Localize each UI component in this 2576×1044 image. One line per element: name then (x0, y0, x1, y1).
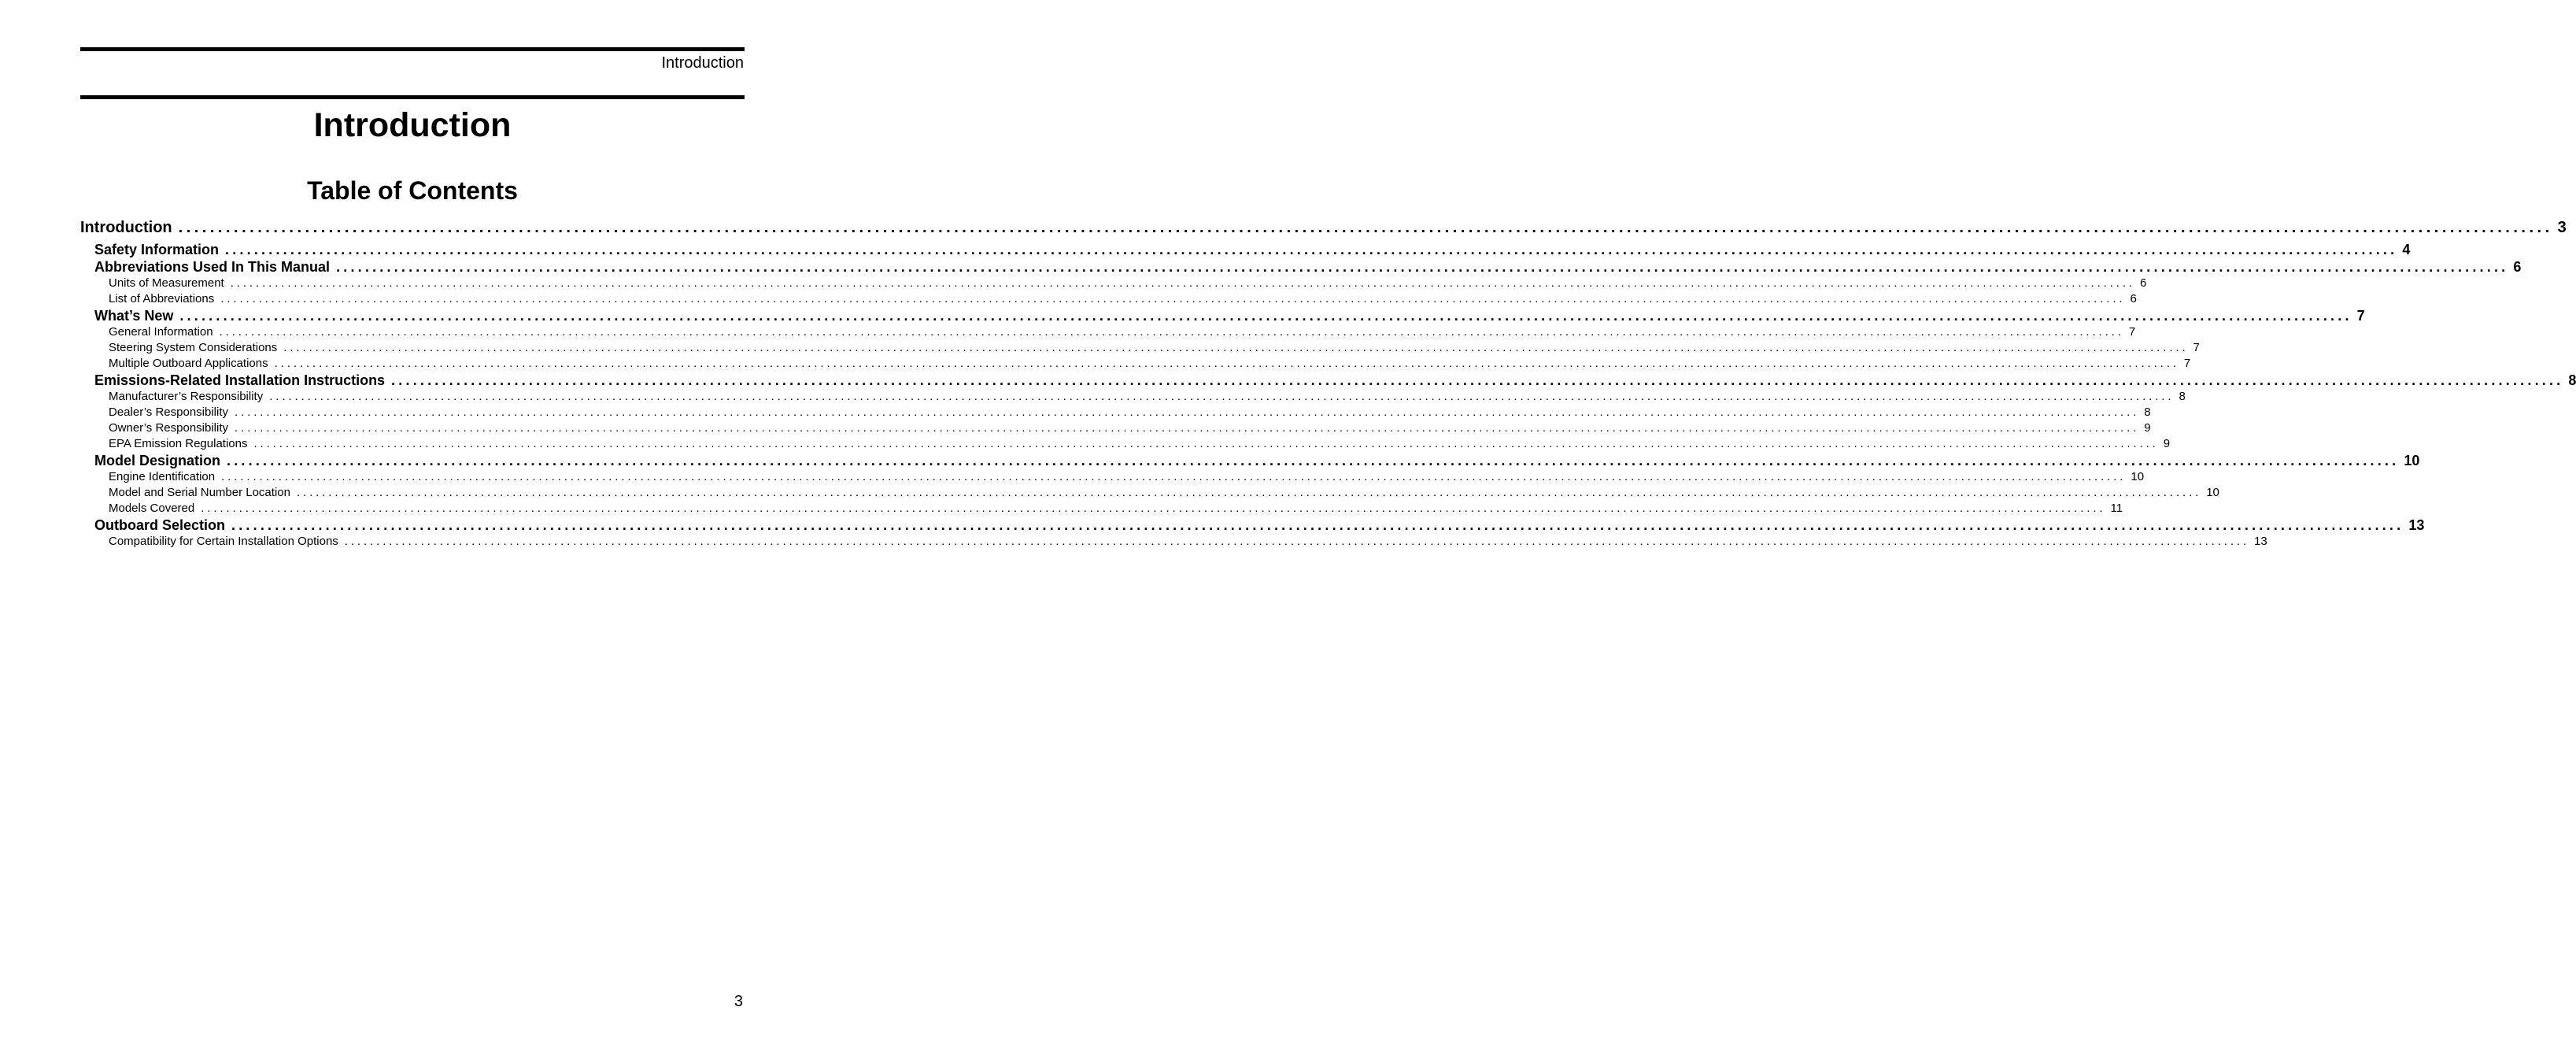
toc-dot-leader: ............................................................................................................................................................................................................................................................................................................ (201, 502, 2106, 515)
toc-dot-leader: ............................................................................................................................................................................................................................................................................................................ (336, 259, 2509, 275)
toc-entry-label: Compatibility for Certain Installation Options (109, 535, 338, 548)
toc-entry-page: 6 (2139, 276, 2147, 290)
toc-entry-label: Model and Serial Number Location (109, 486, 290, 499)
toc-entry-page: 7 (2128, 325, 2136, 339)
toc-entry-label: Outboard Selection (94, 517, 226, 533)
toc-title: Table of Contents (307, 176, 518, 205)
toc-dot-leader: ............................................................................................................................................................................................................................................................................................................ (219, 325, 2124, 339)
toc-entry[interactable] (94, 307, 2365, 324)
toc-entry[interactable] (109, 340, 2200, 356)
toc-dot-leader: ............................................................................................................................................................................................................................................................................................................ (178, 219, 2553, 236)
toc-entry-label: Steering System Considerations (109, 341, 278, 354)
toc-entry[interactable] (109, 405, 2151, 420)
toc-entry-label: Abbreviations Used In This Manual (94, 259, 331, 275)
chapter-title: Introduction (313, 106, 512, 144)
toc-entry-label: List of Abbreviations (109, 292, 215, 305)
toc-entry[interactable] (109, 501, 2123, 516)
toc-dot-leader: ............................................................................................................................................................................................................................................................................................................ (274, 357, 2179, 370)
toc-entry-label: Emissions-Related Installation Instructions (94, 372, 386, 388)
toc-entry-page: 8 (2144, 405, 2151, 419)
toc-entry-page: 10 (2404, 453, 2420, 468)
toc-entry-page: 7 (2193, 341, 2200, 354)
toc-entry-page: 3 (2557, 219, 2567, 236)
toc-entry[interactable] (109, 469, 2145, 485)
toc-entry-label: Models Covered (109, 502, 195, 515)
toc-entry-page: 11 (2110, 502, 2123, 515)
toc-dot-leader: ............................................................................................................................................................................................................................................................................................................ (179, 308, 2352, 324)
toc-entry[interactable] (94, 516, 2425, 534)
toc-entry-page: 9 (2144, 421, 2151, 435)
toc-entry-label: EPA Emission Regulations (109, 437, 248, 450)
toc-entry[interactable] (94, 452, 2420, 469)
toc-entry-page: 8 (2179, 390, 2186, 403)
header-rule-top (80, 47, 745, 51)
toc-dot-leader: ............................................................................................................................................................................................................................................................................................................ (225, 242, 2398, 257)
toc-entry[interactable] (109, 291, 2137, 307)
toc-entry[interactable] (109, 276, 2147, 291)
toc-entry-label: Model Designation (94, 453, 221, 468)
toc-entry-page: 9 (2163, 437, 2171, 450)
page-number: 3 (734, 993, 743, 1010)
toc-dot-leader: ............................................................................................................................................................................................................................................................................................................ (235, 405, 2140, 419)
toc-entry-label: Introduction (80, 219, 172, 236)
toc-entry-page: 6 (2513, 259, 2522, 275)
toc-entry-label: Units of Measurement (109, 276, 224, 290)
toc-entry[interactable] (109, 534, 2267, 550)
toc-entry[interactable] (109, 436, 2171, 452)
toc-entry[interactable] (94, 372, 2576, 389)
toc-entry-page: 10 (2206, 486, 2219, 499)
toc-dot-leader: ............................................................................................................................................................................................................................................................................................................ (253, 437, 2159, 450)
toc-dot-leader: ............................................................................................................................................................................................................................................................................................................ (296, 486, 2202, 499)
toc-entry-label: Owner’s Responsibility (109, 421, 229, 435)
toc-entry-label: Multiple Outboard Applications (109, 357, 268, 370)
header-rule-bottom (80, 95, 745, 99)
toc-entry-page: 6 (2130, 292, 2137, 305)
toc-entry-label: Manufacturer’s Responsibility (109, 390, 264, 403)
toc-entry[interactable] (94, 258, 2522, 276)
toc-entry-page: 13 (2254, 535, 2267, 548)
toc-entry-page: 7 (2183, 357, 2191, 370)
toc-dot-leader: ............................................................................................................................................................................................................................................................................................................ (220, 292, 2126, 305)
toc-entry-label: Safety Information (94, 242, 220, 257)
toc-entry[interactable] (94, 241, 2411, 258)
toc-entry-label: What’s New (94, 308, 174, 324)
toc-entry-page: 13 (2408, 517, 2425, 533)
toc-entry[interactable] (109, 420, 2151, 436)
toc-dot-leader: ............................................................................................................................................................................................................................................................................................................ (221, 470, 2127, 483)
toc-entry-label: Dealer’s Responsibility (109, 405, 229, 419)
running-head: Introduction (661, 54, 744, 72)
toc-entry-page: 7 (2356, 308, 2365, 324)
toc-entry[interactable] (109, 485, 2219, 501)
toc-dot-leader: ............................................................................................................................................................................................................................................................................................................ (283, 341, 2189, 354)
toc-entry[interactable] (109, 389, 2186, 405)
toc-dot-leader: ............................................................................................................................................................................................................................................................................................................ (391, 372, 2564, 388)
toc-entry-label: Engine Identification (109, 470, 216, 483)
toc-dot-leader: ............................................................................................................................................................................................................................................................................................................ (230, 276, 2135, 290)
toc-entry-page: 8 (2568, 372, 2576, 388)
toc-entry[interactable] (80, 217, 2567, 238)
toc-dot-leader: ............................................................................................................................................................................................................................................................................................................ (344, 535, 2250, 548)
toc-dot-leader: ............................................................................................................................................................................................................................................................................................................ (227, 453, 2400, 468)
toc-entry[interactable] (109, 356, 2191, 372)
toc-dot-leader: ............................................................................................................................................................................................................................................................................................................ (269, 390, 2175, 403)
toc-entry-page: 4 (2402, 242, 2411, 257)
toc-entry[interactable] (109, 324, 2136, 340)
toc-entry-label: General Information (109, 325, 213, 339)
toc-dot-leader: ............................................................................................................................................................................................................................................................................................................ (235, 421, 2140, 435)
toc-entry-page: 10 (2131, 470, 2145, 483)
toc-dot-leader: ............................................................................................................................................................................................................................................................................................................ (231, 517, 2404, 533)
